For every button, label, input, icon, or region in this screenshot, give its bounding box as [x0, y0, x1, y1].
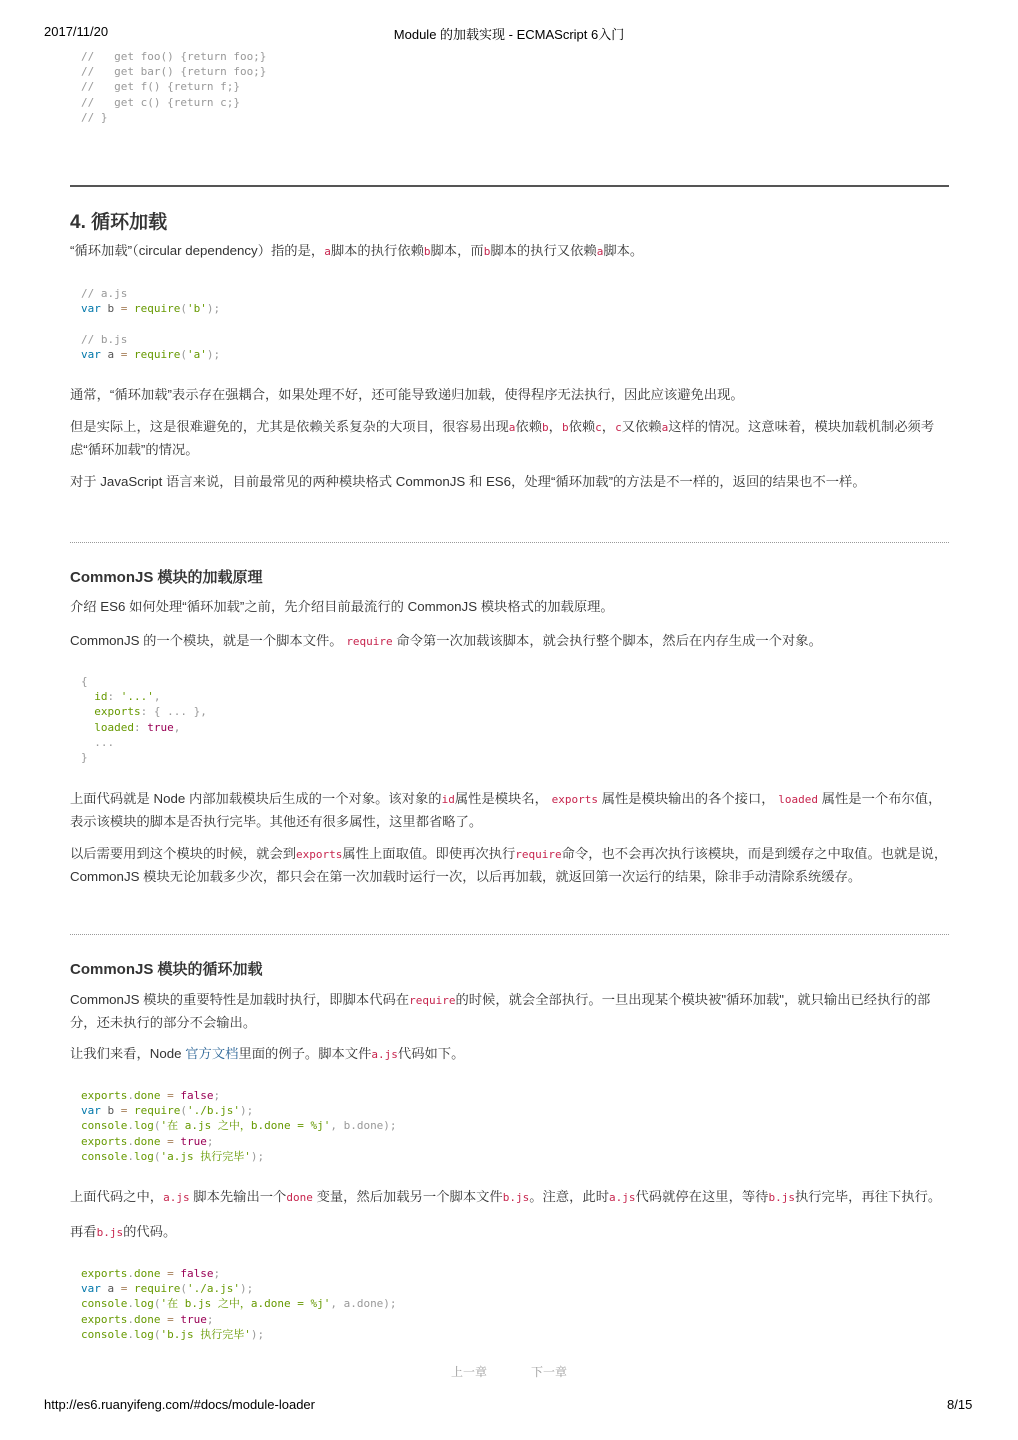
- paragraph: 再看b.js的代码。: [70, 1224, 177, 1239]
- print-url: http://es6.ruanyifeng.com/#docs/module-loader: [44, 1397, 315, 1412]
- page-number: 8/15: [947, 1397, 973, 1412]
- inline-code: a: [596, 245, 604, 258]
- code-line: // get bar() {return foo;}: [81, 65, 267, 79]
- next-chapter-link[interactable]: 下一章: [531, 1365, 568, 1379]
- code-block-getters: [70, 49, 960, 125]
- paragraph: “循环加载”（circular dependency）指的是，a脚本的执行依赖b脚本，而b脚本的执行又依赖a脚本。: [70, 243, 644, 258]
- print-title: Module 的加载实现 - ECMAScript 6入门: [393, 27, 625, 42]
- paragraph: 通常，“循环加载”表示存在强耦合，如果处理不好，还可能导致递归加载，使得程序无法执行，因此应该避免出现。: [70, 387, 744, 402]
- section-divider: [70, 542, 949, 543]
- paragraph: CommonJS 模块的重要特性是加载时执行，即脚本代码在require的时候，就会全部执行。一旦出现某个模块被"循环加载"，就只输出已经执行的部分，还未执行的部分不会输出。: [70, 992, 931, 1030]
- code-block-module-object: { id: '...', exports: { ... }, loaded: true, ... }: [81, 675, 207, 765]
- inline-code: b: [483, 245, 491, 258]
- code-line: // }: [81, 110, 108, 124]
- paragraph: 上面代码之中，a.js 脚本先输出一个done 变量，然后加载另一个脚本文件b.js。注意，此时a.js代码就停在这里，等待b.js执行完毕，再往下执行。: [70, 1189, 942, 1204]
- paragraph: 介绍 ES6 如何处理“循环加载”之前，先介绍目前最流行的 CommonJS 模块格式的加载原理。: [70, 599, 614, 614]
- code-line: // get c() {return c;}: [81, 95, 240, 109]
- inline-code: a: [324, 245, 331, 258]
- official-docs-link[interactable]: 官方文档: [185, 1046, 239, 1061]
- section-heading-commonjs-principle: CommonJS 模块的加载原理: [70, 569, 263, 586]
- paragraph: 以后需要用到这个模块的时候，就会到exports属性上面取值。即使再次执行require命令，也不会再次执行该模块，而是到缓存之中取值。也就是说，CommonJS 模块无论加载多少次，都只会在第一次加载时运行一次，以后再加载，就返回第一次运行的结果，除非手动清除系统缓存。: [70, 846, 948, 884]
- prev-chapter-link[interactable]: 上一章: [451, 1365, 488, 1379]
- code-line: // get foo() {return foo;}: [81, 50, 267, 63]
- paragraph: 对于 JavaScript 语言来说，目前最常见的两种模块格式 CommonJS 和 ES6，处理“循环加载”的方法是不一样的，返回的结果也不一样。: [70, 474, 866, 489]
- section-heading-circular-loading: 4. 循环加载: [70, 212, 168, 233]
- paragraph: 上面代码就是 Node 内部加载模块后生成的一个对象。该对象的id属性是模块名， exports 属性是模块输出的各个接口， loaded 属性是一个布尔值，表示该模块的脚本是否执行完毕。其他还有很多属性，这里都省略了。: [70, 791, 942, 829]
- section-divider: [70, 934, 949, 935]
- code-block-a-js: exports.done = false; var b = require('./b.js'); console.log('在 a.js 之中，b.done = %j', b.done); exports.done = true; console.log('a.js 执行完毕');: [81, 1089, 397, 1163]
- code-block-b-js: exports.done = false; var a = require('./a.js'); console.log('在 b.js 之中，a.done = %j', a.done); exports.done = true; console.log('b.js 执行完毕');: [81, 1267, 397, 1341]
- inline-code: b: [423, 245, 431, 258]
- section-heading-commonjs-cycle: CommonJS 模块的循环加载: [70, 961, 263, 978]
- paragraph: 但是实际上，这是很难避免的，尤其是依赖关系复杂的大项目，很容易出现a依赖b，b依赖c，c又依赖a这样的情况。这意味着，模块加载机制必须考虑“循环加载”的情况。: [70, 419, 935, 457]
- print-date: 2017/11/20: [44, 24, 109, 39]
- paragraph: CommonJS 的一个模块，就是一个脚本文件。 require 命令第一次加载该脚本，就会执行整个脚本，然后在内存生成一个对象。: [70, 633, 822, 648]
- code-block-ab-require: // a.js var b = require('b'); // b.js var a = require('a');: [81, 287, 221, 361]
- section-divider: [70, 185, 949, 187]
- code-line: // get f() {return f;}: [81, 80, 240, 94]
- paragraph: 让我们来看，Node 官方文档里面的例子。脚本文件a.js代码如下。: [70, 1046, 465, 1061]
